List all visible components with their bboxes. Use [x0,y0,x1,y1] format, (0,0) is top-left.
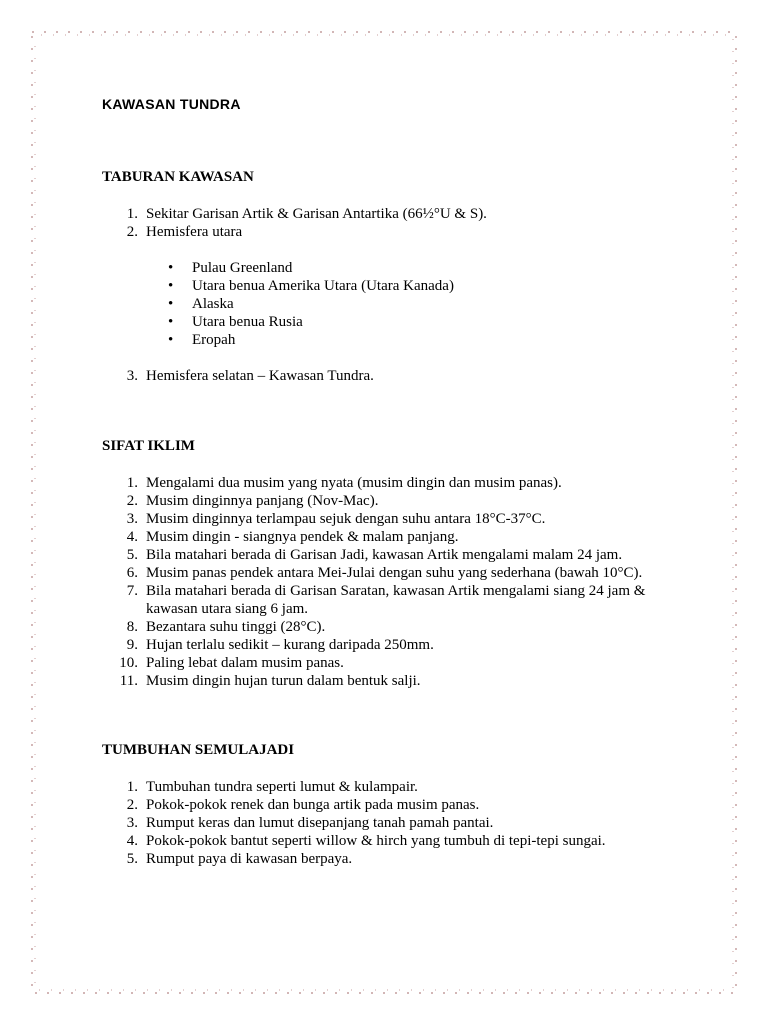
list-item [102,796,682,814]
list-item [102,582,682,618]
list-item-text: Bila matahari berada di Garisan Jadi, kawasan Artik mengalami malam 24 jam. [146,547,623,563]
list-item-text: Hemisfera selatan – Kawasan Tundra. [146,368,374,384]
list-item-number: 7. [126,583,138,599]
bullet-dot-icon: • [168,260,174,276]
list-item-text: Paling lebat dalam musim panas. [146,655,344,671]
list-item-number: 2. [126,224,138,240]
bullet-text: Pulau Greenland [192,260,293,276]
list-item-text: Musim panas pendek antara Mei-Julai dengan suhu yang sederhana (bawah 10°C). [146,565,643,581]
list-item [102,510,682,528]
list-item-number: 5. [126,851,138,867]
list-item-text: Musim dingin - siangnya pendek & malam panjang. [146,529,459,545]
taburan-numbered-list [102,205,682,241]
list-item-text: Bila matahari berada di Garisan Saratan, kawasan Artik mengalami siang 24 jam & kawasan utara siang 6 jam. [146,583,646,617]
bullet-dot-icon: • [168,332,174,348]
list-item-text: Pokok-pokok bantut seperti willow & hirch yang tumbuh di tepi-tepi sungai. [146,833,606,849]
list-item-number: 3. [126,368,138,384]
list-item-text: Bezantara suhu tinggi (28°C). [146,619,326,635]
sifat-iklim-list [102,474,682,690]
list-item [102,778,682,796]
list-item-number: 6. [126,565,138,581]
list-item [102,654,682,672]
list-item-text: Sekitar Garisan Artik & Garisan Antartika (66½°U & S). [146,206,487,222]
section-heading-taburan-kawasan: TABURAN KAWASAN [102,169,254,185]
list-item-text: Tumbuhan tundra seperti lumut & kulampair. [146,779,418,795]
bullet-text: Alaska [192,296,234,312]
list-item-number: 4. [126,529,138,545]
list-item-number: 9. [126,637,138,653]
list-item-text: Rumput keras dan lumut disepanjang tanah pamah pantai. [146,815,494,831]
list-item [102,832,682,850]
list-item-text: Hemisfera utara [146,224,243,240]
bullet-dot-icon: • [168,314,174,330]
list-item [102,564,682,582]
list-item [102,672,682,690]
list-item-number: 3. [126,815,138,831]
list-item-text: Hujan terlalu sedikit – kurang daripada 250mm. [146,637,434,653]
section-heading-tumbuhan-semulajadi: TUMBUHAN SEMULAJADI [102,742,295,758]
bullet-text: Utara benua Rusia [192,314,303,330]
list-item-text: Pokok-pokok renek dan bunga artik pada musim panas. [146,797,480,813]
bullet-item [168,313,454,331]
list-item-text: Mengalami dua musim yang nyata (musim dingin dan musim panas). [146,475,562,491]
list-item-number: 8. [126,619,138,635]
list-item-number: 1. [126,475,138,491]
list-item [102,636,682,654]
list-item [102,223,682,241]
tumbuhan-list [102,778,682,868]
list-item-number: 1. [126,779,138,795]
list-item [102,850,682,868]
list-item [102,528,682,546]
bullet-dot-icon: • [168,278,174,294]
list-item-number: 11. [119,673,138,689]
list-item [102,814,682,832]
list-item-number: 5. [126,547,138,563]
bullet-item [168,277,454,295]
bullet-item [168,295,454,313]
list-item-number: 10. [119,655,138,671]
list-item-number: 3. [126,511,138,527]
bullet-text: Eropah [192,332,236,348]
list-item [102,474,682,492]
hemisfera-utara-bullet-list [168,259,454,349]
list-item [102,546,682,564]
list-item-number: 2. [126,797,138,813]
bullet-dot-icon: • [168,296,174,312]
bullet-text: Utara benua Amerika Utara (Utara Kanada) [192,278,454,294]
list-item-number: 1. [126,206,138,222]
bullet-item [168,259,454,277]
list-item-text: Rumput paya di kawasan berpaya. [146,851,353,867]
bullet-item [168,331,454,349]
list-item [102,618,682,636]
list-item [102,367,682,385]
list-item [102,205,682,223]
list-item [102,492,682,510]
list-item-number: 4. [126,833,138,849]
page-title: KAWASAN TUNDRA [102,96,241,112]
list-item-number: 2. [126,493,138,509]
list-item-text: Musim dinginnya panjang (Nov-Mac). [146,493,379,509]
list-item-text: Musim dingin hujan turun dalam bentuk salji. [146,673,421,689]
list-item-text: Musim dinginnya terlampau sejuk dengan suhu antara 18°C-37°C. [146,511,546,527]
taburan-numbered-list-continued [102,367,682,385]
section-heading-sifat-iklim: SIFAT IKLIM [102,438,195,454]
